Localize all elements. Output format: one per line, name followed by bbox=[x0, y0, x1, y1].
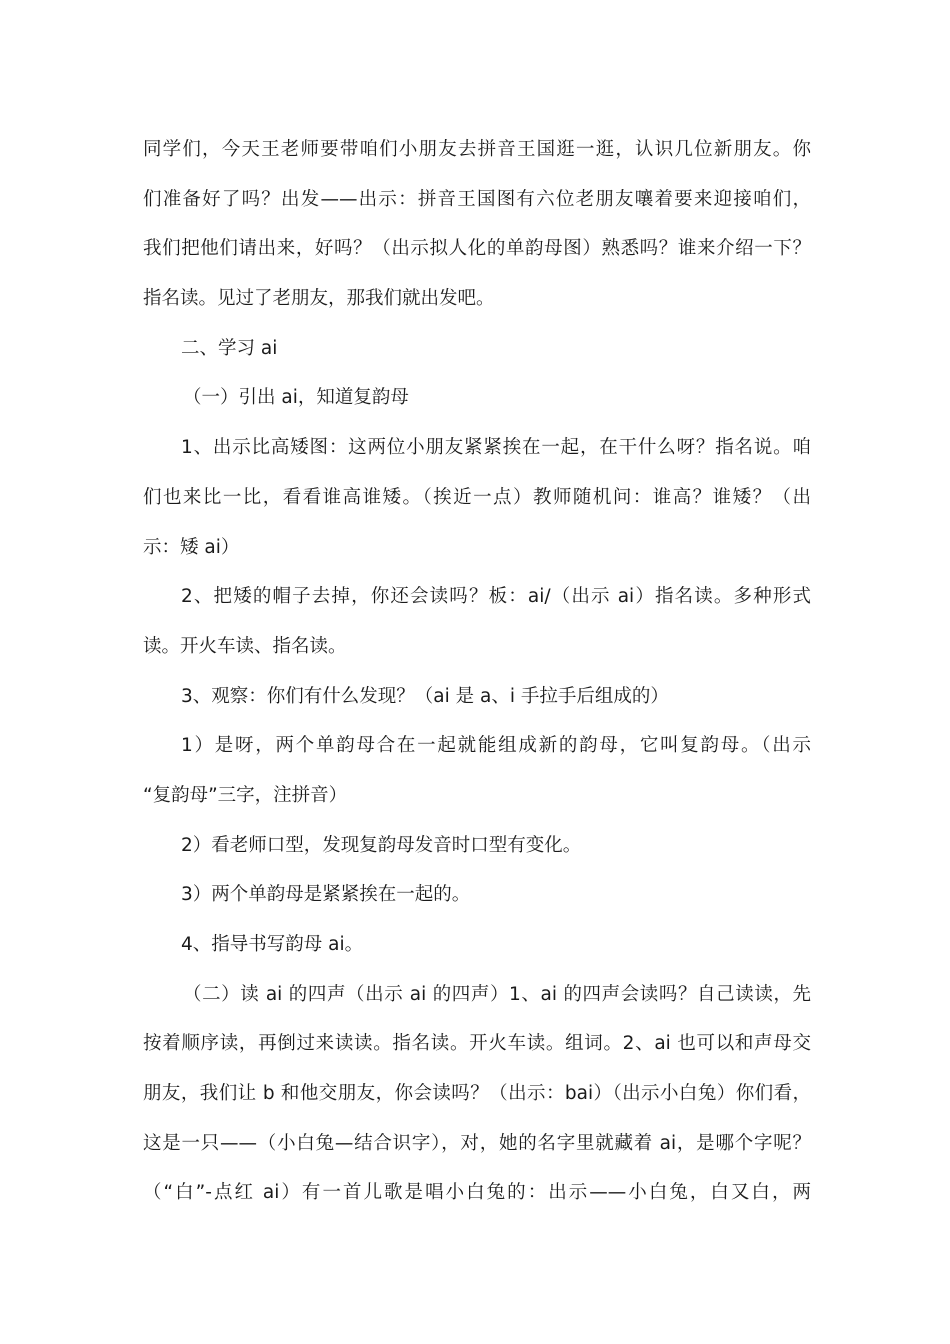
lesson-text-body bbox=[143, 132, 811, 1225]
paragraph-line: 示：矮 ai） bbox=[143, 536, 240, 558]
subsection-line: （二）读 ai 的四声（出示 ai 的四声）1、ai 的四声会读吗？自己读读，先 bbox=[183, 983, 811, 1005]
paragraph-line: （“白”-点红 ai）有一首儿歌是唱小白兔的：出示——小白兔，白又白，两 bbox=[143, 1182, 811, 1204]
paragraph-line: 3）两个单韵母是紧紧挨在一起的。 bbox=[181, 884, 471, 906]
paragraph-line: 2、把矮的帽子去掉，你还会读吗？板：ai/（出示 ai）指名读。多种形式 bbox=[181, 586, 811, 608]
paragraph-line: 这是一只——（小白兔—结合识字），对，她的名字里就藏着 ai，是哪个字呢？ bbox=[143, 1132, 811, 1154]
paragraph-line: 们准备好了吗？出发——出示：拼音王国图有六位老朋友嚷着要来迎接咱们， bbox=[143, 188, 811, 210]
subsection-heading: （一）引出 ai，知道复韵母 bbox=[183, 387, 409, 409]
paragraph-line: “复韵母”三字，注拼音） bbox=[143, 784, 348, 806]
paragraph-line: 朋友，我们让 b 和他交朋友，你会读吗？（出示：bai）（出示小白兔）你们看， bbox=[143, 1083, 811, 1105]
paragraph-line: 我们把他们请出来，好吗？（出示拟人化的单韵母图）熟悉吗？谁来介绍一下？ bbox=[143, 238, 811, 260]
section-heading: 二、学习 ai bbox=[181, 337, 278, 359]
paragraph-line: 指名读。见过了老朋友，那我们就出发吧。 bbox=[143, 288, 495, 310]
paragraph-line: 们也来比一比，看看谁高谁矮。（挨近一点）教师随机问：谁高？谁矮？（出 bbox=[143, 486, 811, 508]
paragraph-line: 4、指导书写韵母 ai。 bbox=[181, 934, 364, 955]
paragraph-line: 2）看老师口型，发现复韵母发音时口型有变化。 bbox=[181, 834, 582, 856]
paragraph-line: 1、出示比高矮图：这两位小朋友紧紧挨在一起，在干什么呀？指名说。咱 bbox=[181, 437, 811, 459]
paragraph-line: 3、观察：你们有什么发现？（ai 是 a、i 手拉手后组成的） bbox=[181, 685, 669, 707]
paragraph-line: 按着顺序读，再倒过来读读。指名读。开火车读。组词。2、ai 也可以和声母交 bbox=[143, 1033, 811, 1055]
paragraph-line: 1）是呀，两个单韵母合在一起就能组成新的韵母，它叫复韵母。（出示 bbox=[181, 735, 811, 757]
paragraph-line: 同学们，今天王老师要带咱们小朋友去拼音王国逛一逛，认识几位新朋友。你 bbox=[143, 139, 811, 160]
paragraph-line: 读。开火车读、指名读。 bbox=[143, 635, 347, 657]
